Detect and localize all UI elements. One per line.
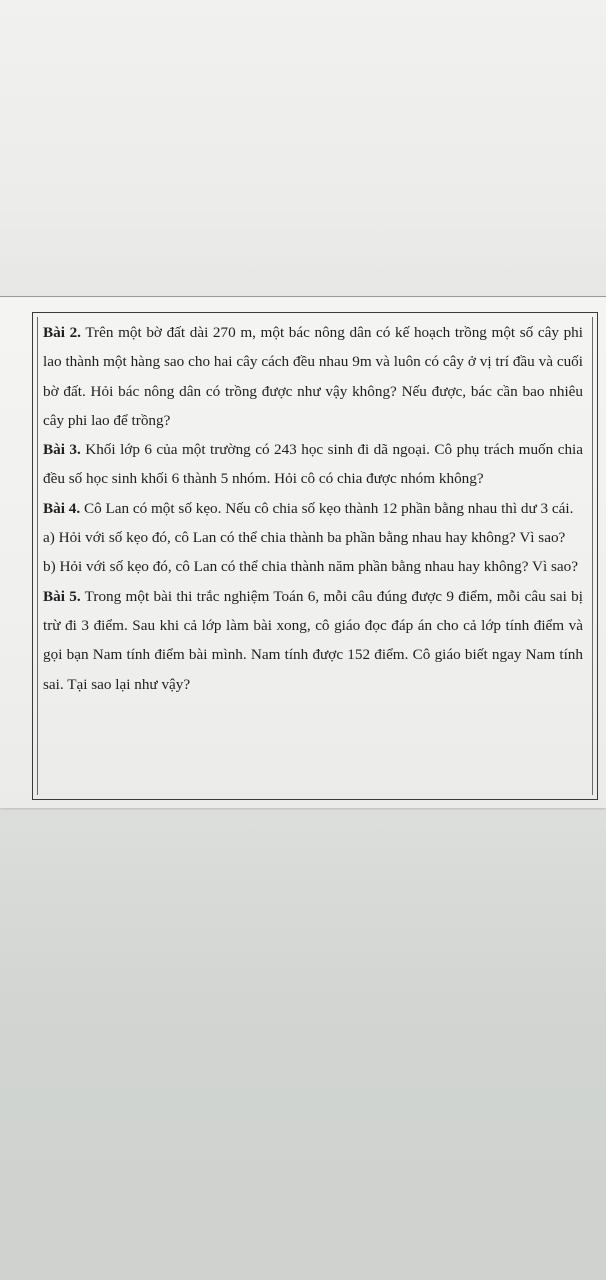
exercise-content <box>43 318 583 699</box>
problem-3 <box>43 435 583 494</box>
problem-5-text: Trong một bài thi trắc nghiệm Toán 6, mỗi câu đúng được 9 điểm, mỗi câu sai bị trừ đi 3 điểm. Sau khi cả lớp làm bài xong, cô giáo đọc đáp án cho cả lớp tính điểm và gọi bạn Nam tính điểm bài mình. Nam tính được 152 điểm. Cô giáo biết ngay Nam tính sai. Tại sao lại như vậy? <box>43 587 583 693</box>
problem-2-text: Trên một bờ đất dài 270 m, một bác nông dân có kế hoạch trồng một số cây phi lao thành một hàng sao cho hai cây cách đều nhau 9m và luôn có cây ở vị trí đầu và cuối bờ đất. Hỏi bác nông dân có trồng được như vậy không? Nếu được, bác cần bao nhiêu cây phi lao để trồng? <box>43 324 583 429</box>
problem-4-text: Cô Lan có một số kẹo. Nếu cô chia số kẹo thành 12 phần bằng nhau thì dư 3 cái. <box>80 499 574 517</box>
problem-3-text: Khối lớp 6 của một trường có 243 học sinh đi dã ngoại. Cô phụ trách muốn chia đều số học sinh khối 6 thành 5 nhóm. Hỏi cô có chia được nhóm không? <box>43 441 583 488</box>
problem-2 <box>43 318 583 435</box>
problem-3-label: Bài 3. <box>43 441 81 459</box>
problem-4-label: Bài 4. <box>43 499 81 517</box>
problem-4-part-b: b) Hỏi với số kẹo đó, cô Lan có thể chia thành năm phần bằng nhau hay không? Vì sao? <box>43 558 578 576</box>
problem-5 <box>43 582 583 699</box>
paper-top-edge <box>0 296 606 297</box>
problem-4-part-a: a) Hỏi với số kẹo đó, cô Lan có thể chia thành ba phần bằng nhau hay không? Vì sao? <box>43 529 566 547</box>
problem-4 <box>43 494 583 523</box>
problem-2-label: Bài 2. <box>43 324 81 341</box>
background-shadow <box>0 808 606 1280</box>
problem-5-label: Bài 5. <box>43 587 81 605</box>
